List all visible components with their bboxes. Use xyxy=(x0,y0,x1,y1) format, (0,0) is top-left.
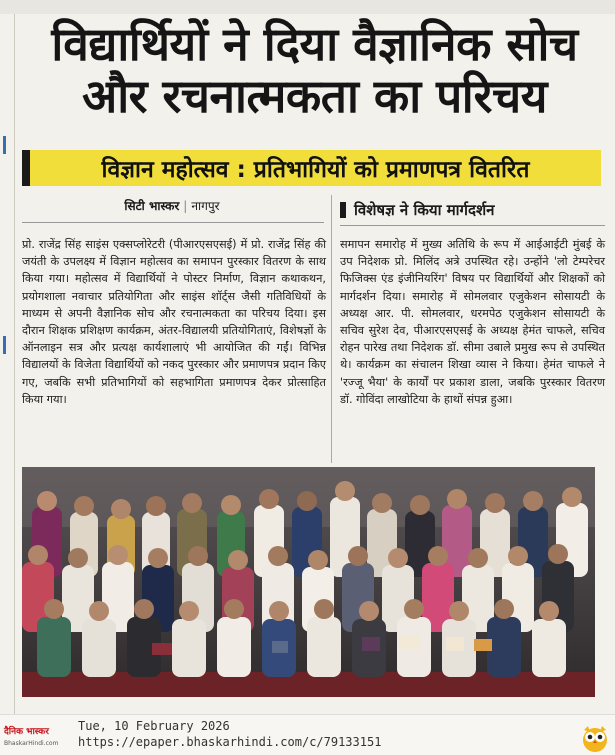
left-adjacent-column xyxy=(0,14,15,714)
footer xyxy=(0,714,615,755)
top-cropped-strip xyxy=(0,0,615,14)
owl-mascot-icon xyxy=(580,723,610,753)
footer-url[interactable]: https://epaper.bhaskarhindi.com/c/79133151 xyxy=(78,735,382,749)
heading-marker xyxy=(340,202,346,218)
brand-logo xyxy=(4,727,70,749)
gutter-accent-bar xyxy=(3,136,6,154)
brand-site: BhaskarHindi.com xyxy=(4,740,59,747)
article-column-2: समापन समारोह में मुख्य अतिथि के रूप में आईआईटी मुंबई के उप निदेशक प्रो. मिलिंद अत्रे उपस्थित रहे। उन्होंने 'लो टेम्परेचर फिजिक्स एंड इंजीनियरिंग' विषय पर विद्यार्थियों और शिक्षकों को मार्गदर्शन दिया। समारोह में सोमलवार एजुकेशन सोसायटी के अध्यक्ष आर. पी. सोमलवार, धरमपेठ एजुकेशन सोसायटी के सचिव सुरेश देव, पीआरएसएसई के अध्यक्ष हेमंत चाफले, सचिव रोहन पारेख तथा निदेशक डॉ. सीमा उबाले प्रमुख रूप से उपस्थित थे। कार्यक्रम का संचालन शिखा व्यास ने किया। हेमंत चाफले ने 'रज्जू भैया' के कार्यों पर प्रकाश डाला, जबकि पुरस्कार वितरण डॉ. गोविंदा लाखोटिया के हाथों संपन्न हुआ। xyxy=(340,238,605,406)
column2-heading xyxy=(340,197,605,223)
article-column-1: प्रो. राजेंद्र सिंह साइंस एक्सप्लोरेटरी (पीआरएसएसई) में प्रो. राजेंद्र सिंह की जयंती के उपलक्ष्य में विज्ञान महोत्सव का समापन पुरस्कार वितरण के साथ किया गया। महोत्सव में विद्यार्थियों ने पोस्टर निर्माण, विज्ञान कथाकथन, प्रयोगशाला नवाचार प्रतियोगिता और साइंस शॉर्ट्स जैसी गतिविधियों के माध्यम से अपनी वैज्ञानिक सोच और रचनात्मकता का परिचय दिया। इस दौरान शिक्षक प्रशिक्षण कार्यक्रम, अंतर-विद्यालयी प्रतियोगिताएं, विशेषज्ञों के ऑनलाइन सत्र और प्रत्यक्ष कार्यशालाएं भी आयोजित की गईं। विभिन्न विद्यालयों के विजेता विद्यार्थियों को नकद पुरस्कार और प्रमाणपत्र प्रदान किए गए, जबकि सभी प्रतिभागियों को सहभागिता प्रमाणपत्र देकर प्रोत्साहित किया गया। xyxy=(22,238,326,406)
group-photo xyxy=(22,467,595,697)
brand-name: दैनिक भास्कर xyxy=(4,727,49,737)
footer-date: Tue, 10 February 2026 xyxy=(78,719,230,733)
byline-separator: | xyxy=(183,199,188,213)
gutter-accent-bar xyxy=(3,336,6,354)
byline-city: नागपुर xyxy=(191,199,220,213)
footer-info xyxy=(78,718,381,750)
column2-rule xyxy=(340,225,605,226)
subhead-bar xyxy=(22,150,601,186)
column-divider xyxy=(331,195,332,463)
group-photo-illustration xyxy=(22,467,595,697)
byline-rule xyxy=(22,222,324,223)
column2-heading-text: विशेषज्ञ ने किया मार्गदर्शन xyxy=(354,201,495,219)
headline xyxy=(22,18,607,122)
headline-line-2: और रचनात्मकता का परिचय xyxy=(82,69,547,123)
byline xyxy=(22,195,322,217)
byline-source: सिटी भास्कर xyxy=(124,199,180,213)
headline-line-1: विद्यार्थियों ने दिया वैज्ञानिक सोच xyxy=(51,17,578,71)
subhead: विज्ञान महोत्सव : प्रतिभागियों को प्रमाणपत्र वितरित xyxy=(101,157,530,183)
